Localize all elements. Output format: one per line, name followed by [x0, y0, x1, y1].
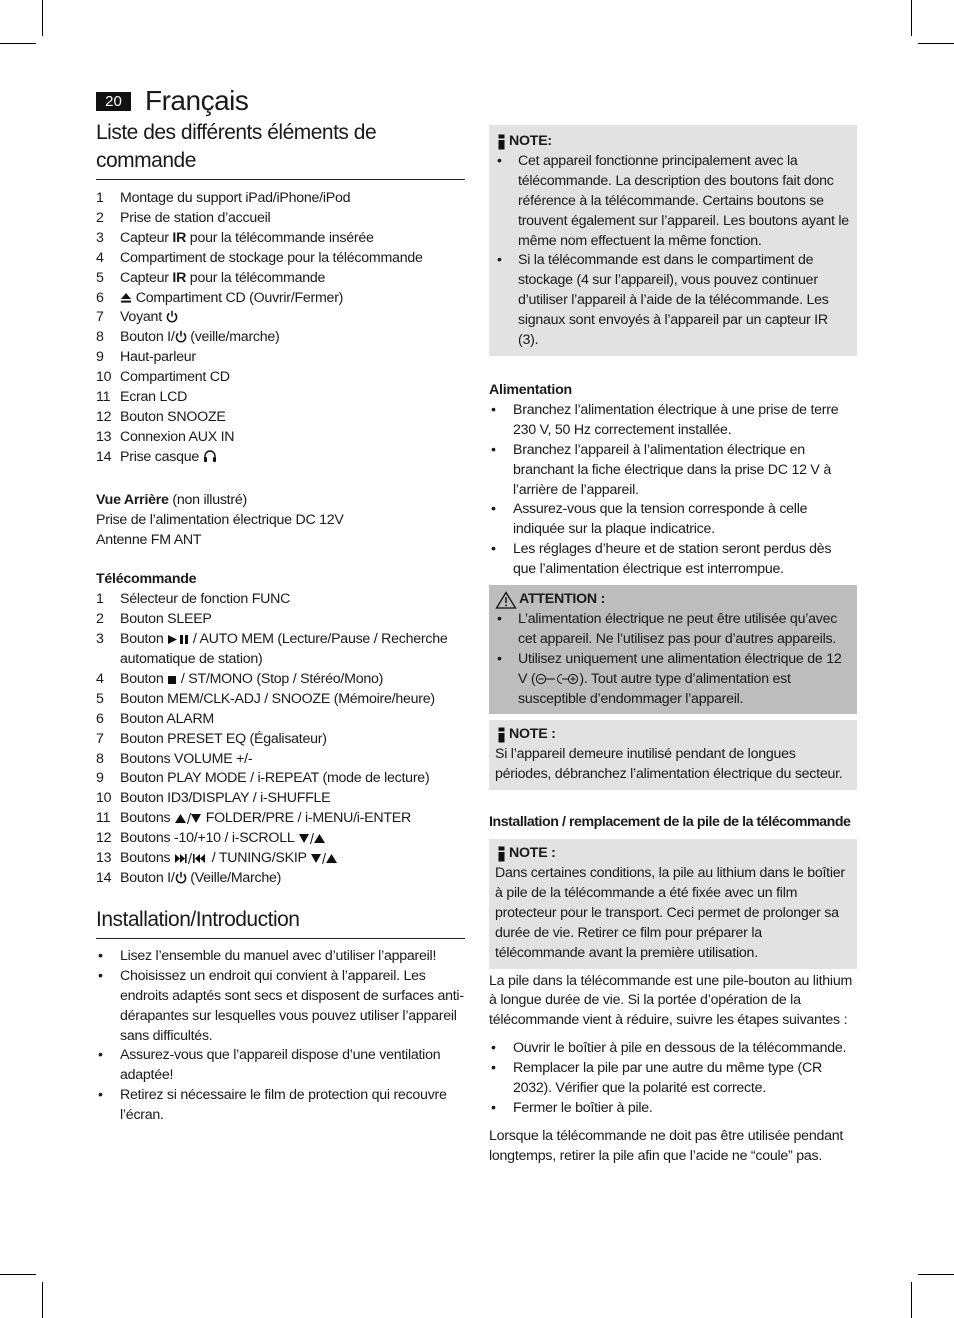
- remote-list: [96, 590, 465, 889]
- note-text: Si l’appareil demeure inutilisé pendant de longues périodes, débranchez l’alimentation électrique du secteur.: [495, 746, 843, 783]
- note-text: Dans certaines conditions, la pile au lithium dans le boîtier à pile de la télécommande a été fixée avec un film protecteur pour le transport. Ceci permet de prolonger sa durée de vie. Retirer ce film pour préparer la télécommande avant la première utilisation.: [495, 865, 845, 961]
- list-item: 10 Compartiment CD: [96, 369, 230, 386]
- battery-heading: Installation / remplacement de la pile de la télécommande: [489, 814, 851, 831]
- list-item: • Cet appareil fonctionne principalement avec la télécommande. La description des boutons fait donc référence à la télécommande. Certains boutons se trouvent également sur l’appareil. Les boutons ayant le même nom effectuent la même fonction.: [495, 152, 851, 252]
- attention-title: ATTENTION :: [519, 591, 606, 608]
- crop-mark: [42, 1282, 43, 1318]
- list-item: • L’alimentation électrique ne peut être utilisée qu’avec cet appareil. Ne l’utilisez pas pour d’autres appareils.: [495, 610, 851, 650]
- list-item: 7 Voyant: [96, 308, 465, 328]
- rear-line: Prise de l’alimentation électrique DC 12V: [96, 511, 344, 528]
- power-heading: Alimentation: [489, 381, 572, 398]
- list-item: 12 Bouton SNOOZE: [96, 408, 226, 425]
- remote-heading: Télécommande: [96, 571, 197, 588]
- down-up-icon: [310, 853, 338, 864]
- section-title-installation: Installation/Introduction: [96, 906, 465, 939]
- installation-list: [96, 947, 465, 1126]
- list-item: 4 Bouton / ST/MONO (Stop / Stéréo/Mono): [96, 670, 384, 687]
- list-item: • Lisez l’ensemble du manuel avec d’utiliser l’appareil!: [96, 947, 465, 967]
- list-item: 12 Boutons -10/+10 / i-SCROLL: [96, 829, 465, 849]
- list-item: • Retirez si nécessaire le film de protection qui recouvre l’écran.: [96, 1086, 465, 1126]
- attention-box: [489, 585, 857, 714]
- warning-icon: [495, 591, 517, 609]
- page-title: Français: [145, 85, 249, 116]
- power-icon: [166, 310, 178, 323]
- list-item: • Branchez l’alimentation électrique à une prise de terre 230 V, 50 Hz correctement installée.: [489, 401, 857, 441]
- info-icon: [495, 134, 509, 150]
- controls-list: [96, 189, 465, 468]
- list-item: • Utilisez uniquement une alimentation électrique de 12 V ( ). Tout autre type d’alimentation est susceptible d’endommager l’appareil.: [495, 650, 851, 710]
- list-item: 2 Prise de station d’accueil: [96, 209, 271, 226]
- attention-list: [495, 610, 851, 710]
- crop-mark: [918, 43, 954, 44]
- list-item: • Les réglages d’heure et de station seront perdus dès que l’alimentation électrique est interrompue.: [489, 540, 857, 580]
- left-column: [96, 119, 465, 1126]
- crop-mark: [918, 1274, 954, 1275]
- power-icon: [175, 330, 187, 343]
- list-item: • Fermer le boîtier à pile.: [489, 1099, 857, 1119]
- up-down-icon: [174, 813, 202, 824]
- list-item: 11 Boutons FOLDER/PRE / i-MENU/i-ENTER: [96, 810, 411, 827]
- list-item: 1 Sélecteur de fonction FUNC: [96, 591, 291, 608]
- list-item: • Remplacer la pile par une autre du même type (CR 2032). Vérifier que la polarité est correcte.: [489, 1059, 857, 1099]
- list-item: 8 Bouton I/ (veille/marche): [96, 329, 280, 346]
- list-item: • Si la télécommande est dans le compartiment de stockage (4 sur l’appareil), vous pouvez continuer d’utiliser l’appareil à l’aide de la télécommande. Les signaux sont envoyés à l’appareil par un capteur IR (3).: [495, 251, 851, 351]
- right-column: [489, 125, 857, 1167]
- rear-line: Antenne FM ANT: [96, 531, 202, 548]
- list-item: • Choisissez un endroit qui convient à l’appareil. Les endroits adaptés sont secs et disposent de surfaces anti-dérapantes sur lesquelles vous pouvez utiliser l’appareil sans difficultés.: [96, 967, 465, 1047]
- eject-icon: [120, 292, 132, 304]
- list-item: 10 Bouton ID3/DISPLAY / i-SHUFFLE: [96, 790, 331, 807]
- list-item: 11 Ecran LCD: [96, 389, 188, 406]
- list-item: 13 Connexion AUX IN: [96, 428, 235, 445]
- page-number: 20: [96, 92, 131, 111]
- section-title-controls: Liste des différents éléments de commande: [96, 119, 465, 180]
- list-item: 3 Capteur IR pour la télécommande insérée: [96, 229, 374, 246]
- list-item: 5 Capteur IR pour la télécommande: [96, 269, 326, 286]
- list-item: 9 Haut-parleur: [96, 349, 196, 366]
- list-item: 6 Compartiment CD (Ouvrir/Fermer): [96, 289, 344, 306]
- crop-mark: [42, 0, 43, 36]
- note-box: [489, 125, 857, 356]
- list-item: 8 Boutons VOLUME +/-: [96, 750, 253, 767]
- info-icon: [495, 846, 509, 862]
- note-box: [489, 839, 857, 968]
- list-item: 9 Bouton PLAY MODE / i-REPEAT (mode de lecture): [96, 770, 430, 787]
- list-item: 3 Bouton / AUTO MEM (Lecture/Pause / Recherche automatique de station): [96, 631, 448, 668]
- crop-mark: [0, 1274, 36, 1275]
- list-item: 4 Compartiment de stockage pour la télécommande: [96, 249, 423, 266]
- crop-mark: [911, 1282, 912, 1318]
- list-item: 5 Bouton MEM/CLK-ADJ / SNOOZE (Mémoire/heure): [96, 690, 435, 707]
- battery-steps: [489, 1039, 857, 1119]
- note-title: NOTE:: [509, 133, 552, 149]
- rear-view-heading: Vue Arrière (non illustré): [96, 491, 247, 508]
- polarity-icon: [535, 673, 579, 685]
- note-title: NOTE :: [509, 726, 556, 743]
- play-pause-icon: [167, 634, 189, 645]
- list-item: 7 Bouton PRESET EQ (Égalisateur): [96, 730, 327, 747]
- list-item: • Assurez-vous que la tension corresponde à celle indiquée sur la plaque indicatrice.: [489, 500, 857, 540]
- note-title: NOTE :: [509, 845, 556, 862]
- headphones-icon: [203, 449, 217, 463]
- note-list: [495, 152, 851, 351]
- crop-mark: [0, 43, 36, 44]
- list-item: 13 Boutons / TUNING/SKIP: [96, 849, 465, 869]
- power-icon: [175, 871, 187, 884]
- list-item: 14 Bouton I/ (Veille/Marche): [96, 870, 282, 886]
- list-item: • Assurez-vous que l’appareil dispose d’une ventilation adaptée!: [96, 1046, 465, 1086]
- list-item: • Ouvrir le boîtier à pile en dessous de la télécommande.: [489, 1039, 857, 1059]
- crop-mark: [911, 0, 912, 36]
- list-item: 2 Bouton SLEEP: [96, 611, 212, 628]
- battery-outro: Lorsque la télécommande ne doit pas être utilisée pendant longtemps, retirer la pile afin que l’acide ne “coule” pas.: [489, 1127, 844, 1164]
- list-item: 1 Montage du support iPad/iPhone/iPod: [96, 190, 351, 206]
- list-item: 14 Prise casque: [96, 448, 465, 468]
- battery-intro: La pile dans la télécommande est une pile-bouton au lithium à longue durée de vie. Si la portée d’opération de la télécommande vient à réduire, suivre les étapes suivantes :: [489, 972, 853, 1029]
- down-up-icon: [298, 833, 326, 844]
- note-box: [489, 720, 857, 790]
- skip-forward-back-icon: [174, 853, 208, 864]
- list-item: • Branchez l’appareil à l’alimentation électrique en branchant la fiche électrique dans la prise DC 12 V à l’arrière de l’appareil.: [489, 441, 857, 501]
- stop-icon: [167, 675, 177, 685]
- info-icon: [495, 727, 509, 743]
- power-list: [489, 401, 857, 580]
- list-item: 6 Bouton ALARM: [96, 710, 215, 727]
